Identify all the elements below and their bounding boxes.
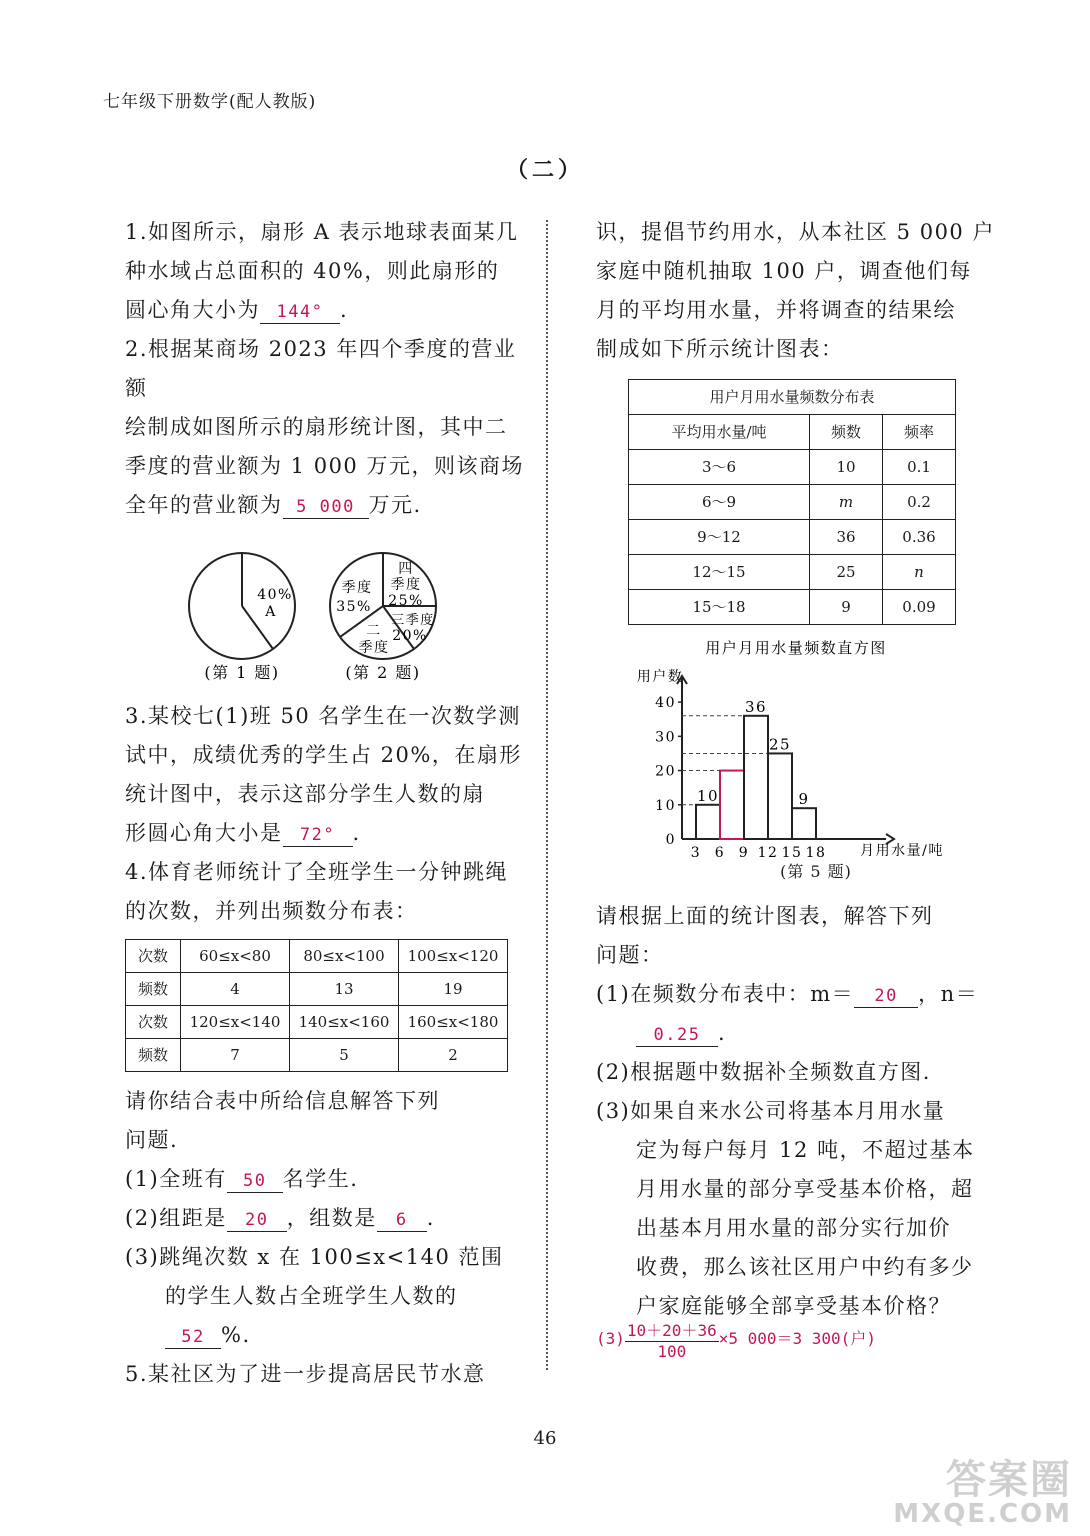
q5-after-line: 问题： (596, 943, 664, 967)
q5-line: 制成如下所示统计图表： (596, 337, 844, 361)
q4-s2-answer1: 20 (227, 1209, 287, 1232)
table-cell: 0.1 (883, 450, 956, 485)
q4-s3-answer: 52 (165, 1326, 221, 1349)
q5-line: 月的平均用水量，并将调查的结果绘 (596, 298, 956, 322)
q5-s1-answer2: 0.25 (636, 1024, 718, 1047)
q4-s1-post: 名学生. (282, 1167, 359, 1191)
column-divider (546, 220, 548, 1370)
x-tick-label: 18 (805, 845, 827, 858)
question-1 (125, 213, 525, 330)
table-header: 频率 (883, 415, 956, 450)
x-tick-label: 12 (757, 845, 779, 858)
table-row (629, 555, 956, 590)
right-column (596, 213, 996, 1326)
q4-s3-line: 的学生人数占全班学生人数的 (165, 1284, 458, 1308)
formula-prefix: (3) (596, 1329, 625, 1348)
y-tick-label: 10 (655, 797, 676, 814)
q4-s1-text: (1)全班有 (125, 1167, 227, 1191)
q1-line: 种水域占总面积的 40%，则此扇形的 (125, 259, 500, 283)
watermark-logo (893, 1457, 1072, 1529)
table-cell: 9 (810, 590, 883, 625)
q1-answer: 144° (260, 301, 340, 324)
q5-line: 家庭中随机抽取 100 户，调查他们每 (596, 259, 972, 283)
chart-xlabel: 月用水量/吨 (860, 843, 944, 858)
table-cell: 19 (399, 973, 508, 1006)
pie2-q4-percent: 25% (388, 593, 424, 609)
table-cell: 15～18 (629, 590, 810, 625)
table-cell: 10 (810, 450, 883, 485)
watermark-line1: 答案圈 (946, 1457, 1072, 1503)
q4-line: 的次数，并列出频数分布表： (125, 899, 418, 923)
formula-fraction (625, 1318, 719, 1361)
pie-figures (125, 535, 525, 685)
table-cell: 36 (810, 520, 883, 555)
q5-line: 识，提倡节约用水，从本社区 5 000 户 (596, 220, 995, 244)
formula-result: ×5 000＝3 300(户) (718, 1329, 876, 1348)
table-row (629, 590, 956, 625)
q1-end: . (340, 298, 349, 322)
bar-data-label: 36 (744, 697, 768, 716)
q4-after-line: 请你结合表中所给信息解答下列 (125, 1089, 440, 1113)
formula-numerator: 10＋20＋36 (625, 1318, 719, 1342)
x-tick-label: 9 (738, 845, 750, 858)
pie2-q2-name1: 二 (366, 623, 382, 639)
table-cell: m (810, 485, 883, 520)
q4-sub1 (125, 1160, 525, 1199)
q3-line: 统计图中，表示这部分学生人数的扇 (125, 782, 485, 806)
q1-text: 圆心角大小为 (125, 298, 260, 322)
table-cell: 次数 (126, 1006, 181, 1039)
left-column (125, 213, 525, 1394)
histogram-bar (792, 808, 816, 839)
q4-after-line: 问题. (125, 1128, 179, 1152)
table-row (629, 485, 956, 520)
pie-figures-svg (125, 535, 525, 685)
x-tick-label: 3 (690, 845, 702, 858)
q5-s1-post: . (718, 1021, 727, 1045)
table-row (126, 940, 508, 973)
q4-instruction (125, 1082, 525, 1160)
table-cell: 频数 (126, 1039, 181, 1072)
table-cell: 80≤x<100 (290, 940, 399, 973)
table-cell: 13 (290, 973, 399, 1006)
table-cell: 25 (810, 555, 883, 590)
table-row (629, 520, 956, 555)
page-number: 46 (533, 1428, 557, 1449)
chart-ylabel: 用户数 (636, 669, 684, 685)
y-tick-label: 20 (655, 763, 676, 780)
formula-denominator: 100 (657, 1342, 687, 1361)
histogram-chart (596, 633, 996, 858)
fig2-caption: (第 2 题) (345, 663, 421, 682)
q4-s1-answer: 50 (227, 1170, 283, 1193)
q5-first-line: 5.某社区为了进一步提高居民节水意 (125, 1362, 486, 1386)
y-tick-label: 40 (655, 695, 676, 712)
histogram-bar (744, 716, 768, 839)
table-cell: 0.09 (883, 590, 956, 625)
q3-line: 试中，成绩优秀的学生占 20%，在扇形 (125, 743, 522, 767)
q5-s1-text: (1)在频数分布表中：m＝ (596, 982, 855, 1006)
q3-line (125, 814, 525, 853)
y-tick-label: 30 (655, 729, 676, 746)
pie2-q3-percent: 20% (392, 628, 428, 644)
histogram-bar (768, 753, 792, 839)
table-cell: 12～15 (629, 555, 810, 590)
q5-s3-solution (596, 1318, 876, 1361)
q4-line: 4.体育老师统计了全班学生一分钟跳绳 (125, 860, 509, 884)
q2-end: 万元. (368, 493, 422, 517)
table-cell: n (883, 555, 956, 590)
q5-sub2: (2)根据题中数据补全频数直方图. (596, 1060, 931, 1084)
table-cell: 次数 (126, 940, 181, 973)
q2-line: 季度的营业额为 1 000 万元，则该商场 (125, 454, 524, 478)
chart-title: 用户月用水量频数直方图 (705, 639, 887, 657)
q4-sub2 (125, 1199, 525, 1238)
table-cell: 7 (181, 1039, 290, 1072)
pie2-q1-name: 季度 (341, 580, 373, 596)
pie1-name-label: A (265, 604, 277, 620)
q2-line: 绘制成如图所示的扇形统计图，其中二 (125, 415, 508, 439)
table-row (126, 973, 508, 1006)
table-row (126, 1039, 508, 1072)
q4-s2-text: (2)组距是 (125, 1206, 227, 1230)
q5-frequency-table (628, 379, 956, 625)
q2-line: 2.根据某商场 2023 年四个季度的营业额 (125, 337, 517, 400)
table-row (629, 450, 956, 485)
q4-s2-answer2: 6 (377, 1209, 427, 1232)
q1-line (125, 291, 525, 330)
table-cell: 60≤x<80 (181, 940, 290, 973)
table-row (629, 380, 956, 415)
q5-sub1 (596, 975, 996, 1014)
bar-data-label: 10 (696, 786, 720, 805)
table-cell: 120≤x<140 (181, 1006, 290, 1039)
q4-s3-answer-line (125, 1316, 525, 1355)
q5-s3-line: 出基本月用水量的部分实行加价 (636, 1216, 951, 1240)
q4-s2-mid: ，组数是 (286, 1206, 377, 1230)
q2-line (125, 486, 525, 525)
fig5-caption: (第 5 题) (780, 862, 852, 881)
q3-text: 形圆心角大小是 (125, 821, 283, 845)
q3-end: . (352, 821, 361, 845)
x-tick-label: 6 (714, 845, 726, 858)
table-cell: 9～12 (629, 520, 810, 555)
q5-sub1-cont (596, 1014, 996, 1053)
q5-s3-line: 收费，那么该社区用户中约有多少 (636, 1255, 974, 1279)
q3-line: 3.某校七(1)班 50 名学生在一次数学测 (125, 704, 521, 728)
table-cell: 0.36 (883, 520, 956, 555)
table-cell: 3～6 (629, 450, 810, 485)
q5-s3-line: 月用水量的部分享受基本价格，超 (636, 1177, 974, 1201)
pie2-q1-percent: 35% (336, 599, 372, 615)
x-tick-label: 15 (781, 845, 803, 858)
table-cell: 0.2 (883, 485, 956, 520)
book-header: 七年级下册数学(配人教版) (103, 92, 317, 112)
table-cell: 2 (399, 1039, 508, 1072)
fig1-caption: (第 1 题) (204, 663, 280, 682)
q5-sub3 (596, 1092, 996, 1326)
pie2-q3-name: 三季度 (391, 613, 435, 628)
q3-answer: 72° (283, 824, 353, 847)
histogram-bar (696, 805, 720, 839)
q1-line: 1.如图所示，扇形 A 表示地球表面某几 (125, 220, 519, 244)
question-3 (125, 697, 525, 853)
q4-sub3 (125, 1238, 525, 1355)
watermark-line2: MXQE.COM (893, 1499, 1072, 1529)
table-cell: 频数 (126, 973, 181, 1006)
table-cell: 4 (181, 973, 290, 1006)
y-tick-label: 0 (665, 832, 676, 848)
bar-data-label: 25 (768, 735, 792, 754)
pie1-percent-label: 40% (257, 587, 293, 603)
q5-s3-line: (3)如果自来水公司将基本月用水量 (596, 1099, 946, 1123)
q5-s1-answer1: 20 (854, 985, 918, 1008)
q5-s3-line: 户家庭能够全部享受基本价格？ (636, 1294, 951, 1318)
q2-answer: 5 000 (283, 496, 369, 519)
q2-text: 全年的营业额为 (125, 493, 283, 517)
q5-after-line: 请根据上面的统计图表，解答下列 (596, 904, 934, 928)
pie2-q4-name1: 四 (398, 561, 414, 577)
table-cell: 6～9 (629, 485, 810, 520)
q4-s3-line: (3)跳绳次数 x 在 100≤x<140 范围 (125, 1245, 504, 1269)
table-cell: 100≤x<120 (399, 940, 508, 973)
histogram-bar (720, 771, 744, 839)
table-cell: 160≤x<180 (399, 1006, 508, 1039)
q4-s3-post: %. (221, 1323, 251, 1347)
q5-s3-line: 定为每户每月 12 吨，不超过基本 (636, 1138, 975, 1162)
section-title: （二） (505, 157, 584, 183)
table-header: 频数 (810, 415, 883, 450)
table-cell: 140≤x<160 (290, 1006, 399, 1039)
q4-s2-post: . (426, 1206, 435, 1230)
q4-frequency-table (125, 939, 508, 1072)
table-row (126, 1006, 508, 1039)
question-4 (125, 853, 525, 1355)
table-title: 用户月用水量频数分布表 (629, 380, 956, 415)
q5-s1-mid: ，n＝ (918, 982, 979, 1006)
pie2-q4-name2: 季度 (390, 577, 422, 593)
q5-instruction (596, 897, 996, 975)
pie2-q2-name2: 季度 (358, 640, 390, 656)
table-header: 平均用水量/吨 (629, 415, 810, 450)
table-cell: 5 (290, 1039, 399, 1072)
question-2 (125, 330, 525, 525)
bar-data-label: 9 (798, 790, 810, 809)
table-row (629, 415, 956, 450)
